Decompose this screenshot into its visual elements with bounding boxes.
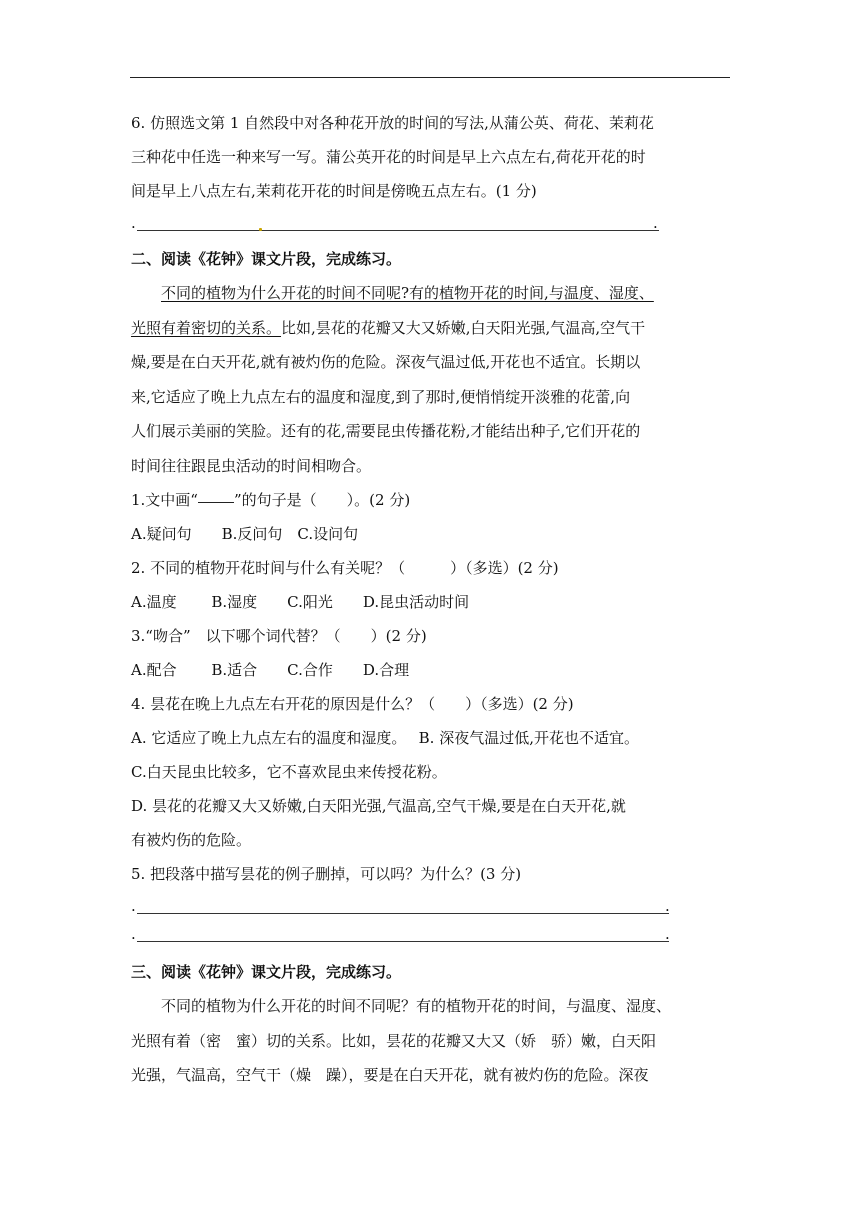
section-3-heading: 三、阅读《花钟》课文片段，完成练习。 [131,963,402,981]
q1-inline-blank [198,488,234,503]
q3-stem: 3.“吻合” 以下哪个词代替？（ ）(2 分) [131,627,427,645]
q3-options: A.配合 B.适合 C.合作 D.合理 [131,661,410,679]
underlined-sentence-end: 光照有着密切的关系。 [131,318,282,337]
q6-line-1: 6. 仿照选文第 1 自然段中对各种花开放的时间的写法,从蒲公英、荷花、茉莉花 [131,114,654,132]
underlined-sentence: 不同的植物为什么开花的时间不同呢?有的植物开花的时间,与温度、湿度、 [161,284,654,302]
answer-dot-left: . [131,897,136,915]
q5-answer-line-1[interactable] [131,891,731,919]
q1-stem [131,483,731,517]
q4-stem: 4. 昙花在晚上九点左右开花的原因是什么？（ ）（多选）(2 分) [131,695,574,713]
document-content [131,106,731,1093]
q6-line-2: 三种花中任选一种来写一写。蒲公英开花的时间是早上六点左右,荷花开花的时 [131,148,646,166]
sec2-para-line-3: 燥,要是在白天开花,就有被灼伤的危险。深夜气温过低,开花也不适宜。长期以 [131,353,641,371]
q6-line-3: 间是早上八点左右,茉莉花开花的时间是傍晚五点左右。(1 分) [131,182,537,200]
q1-options: A.疑问句 B.反问句 C.设问句 [131,525,359,543]
q1-text-post: ”的句子是（ ）。(2 分) [233,491,411,509]
header-rule [130,77,730,78]
q5-answer-line-2[interactable] [131,919,731,947]
sec2-para-line-6: 时间往往跟昆虫活动的时间相吻合。 [131,456,372,475]
q4-option-d-line-2: 有被灼伤的危险。 [131,831,252,849]
section-2-heading: 二、阅读《花钟》课文片段，完成练习。 [131,250,402,268]
answer-dot-right: . [665,925,670,943]
answer-dot-left: . [131,925,136,943]
sec2-para-line-2 [131,311,731,346]
sec2-para-line-4: 来,它适应了晚上九点左右的温度和湿度,到了那时,便悄悄绽开淡雅的花蕾,向 [131,387,631,406]
stray-mark [259,228,262,231]
sec2-para-line-5: 人们展示美丽的笑脸。还有的花,需要昆虫传播花粉,才能结出种子,它们开花的 [131,422,641,440]
q4-option-a-b: A. 它适应了晚上九点左右的温度和湿度。 B. 深夜气温过低,开花也不适宜。 [131,729,639,747]
answer-dot-right: . [653,214,658,232]
q4-option-d-line-1: D. 昙花的花瓣又大又娇嫩,白天阳光强,气温高,空气干燥,要是在白天开花,就 [131,797,626,815]
q5-stem: 5. 把段落中描写昙花的例子删掉，可以吗？为什么？(3 分) [131,865,522,883]
answer-rule [137,230,659,231]
q4-option-c: C.白天昆虫比较多，它不喜欢昆虫来传授花粉。 [131,763,447,781]
q2-options: A.温度 B.湿度 C.阳光 D.昆虫活动时间 [131,593,470,611]
answer-dot-left: . [131,214,136,232]
sec3-para-line-3: 光强，气温高，空气干（燥 躁），要是在白天开花，就有被灼伤的危险。深夜 [131,1066,649,1084]
q1-text-pre: 1.文中画“ [131,491,198,509]
answer-dot-right: . [665,897,670,915]
sec3-para-line-2: 光照有着（密 蜜）切的关系。比如，昙花的花瓣又大又（娇 骄）嫩，白天阳 [131,1031,657,1050]
answer-rule [137,913,669,914]
para-text: 比如,昙花的花瓣又大又娇嫩,白天阳光强,气温高,空气干 [281,318,646,337]
q6-answer-line[interactable] [131,208,731,236]
sec3-para-line-1: 不同的植物为什么开花的时间不同呢？有的植物开花的时间，与温度、湿度、 [161,997,672,1015]
sec2-para-line-1 [131,276,731,311]
q2-stem: 2. 不同的植物开花时间与什么有关呢？（ ）（多选）(2 分) [131,559,559,577]
answer-rule [137,941,669,942]
